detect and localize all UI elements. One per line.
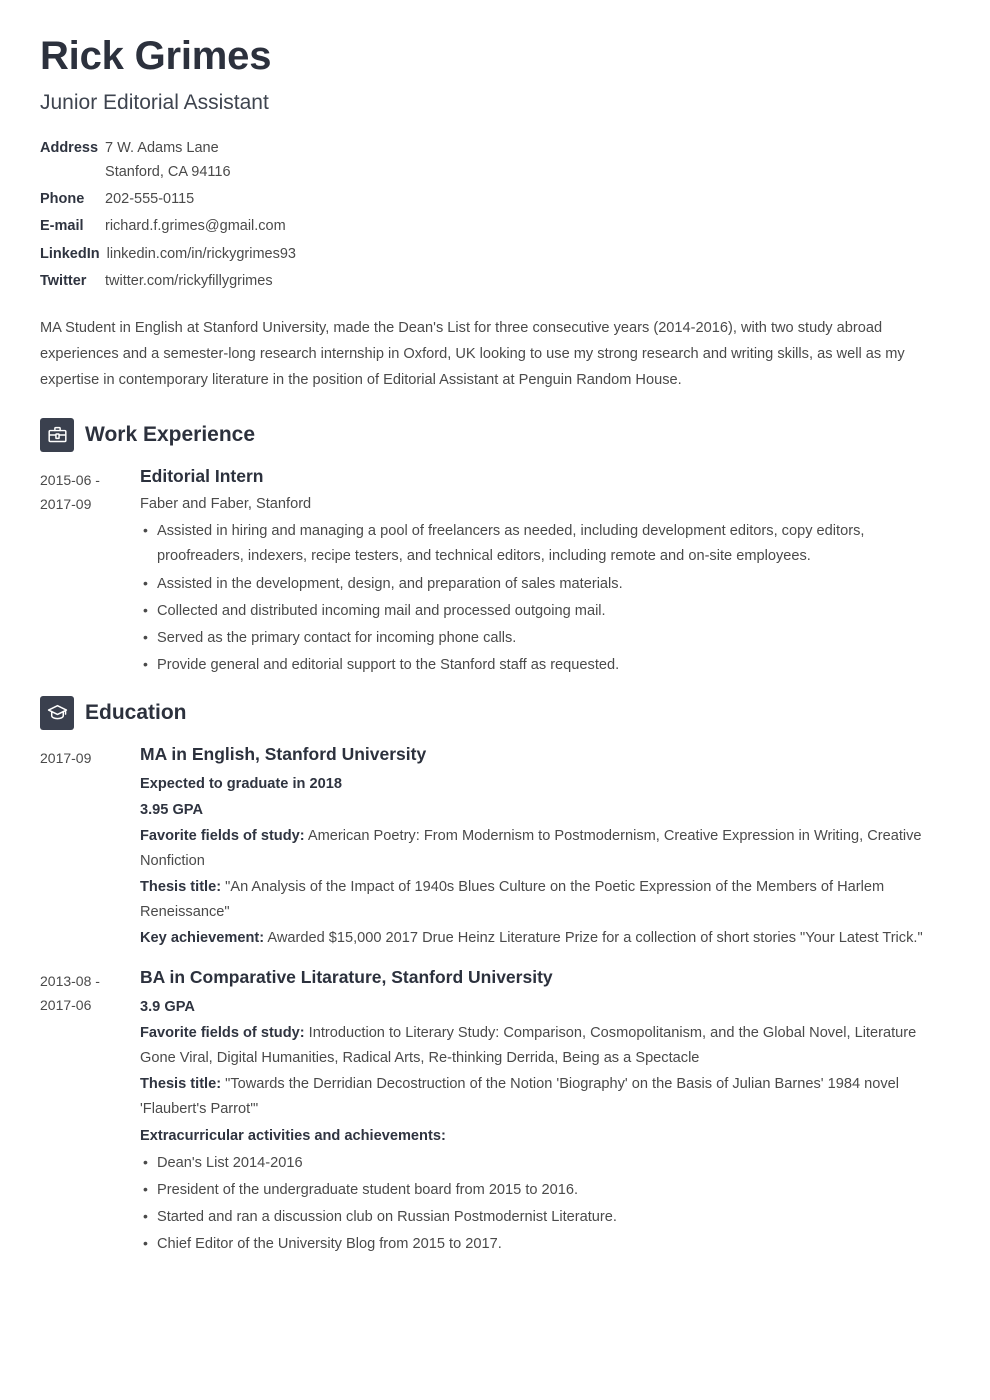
list-item: • Chief Editor of the University Blog from 2015 to 2017. (140, 1232, 950, 1257)
contact-value-linkedin[interactable]: linkedin.com/in/rickygrimes93 (106, 245, 296, 262)
education-entry-degree: BA in Comparative Litarature, Stanford University (140, 967, 553, 988)
briefcase-icon (40, 418, 74, 452)
education-entry-graduation: Expected to graduate in 2018 (140, 775, 342, 792)
list-item: • Started and ran a discussion club on Russian Postmodernist Literature. (140, 1205, 950, 1230)
education-entry (40, 743, 950, 952)
professional-summary: MA Student in English at Stanford University, made the Dean's List for three consecutive years (2014-2016), with two study abroad experiences and a semester-long research internship in Oxford, UK looking to use my strong research and writing skills, as well as my expertise in contemporary literature in the position of Editorial Assistant at Penguin Random House. (40, 319, 905, 388)
list-item: • Dean's List 2014-2016 (140, 1151, 950, 1176)
education-detail-fields (140, 824, 950, 874)
education-entry-date-from: 2013-08 - (40, 973, 100, 990)
education-detail-fields-label: Favorite fields of study: (140, 827, 305, 844)
contact-label-phone: Phone (40, 191, 85, 208)
list-item: • President of the undergraduate student board from 2015 to 2016. (140, 1178, 950, 1203)
education-entry-date-from: 2017-09 (40, 749, 92, 766)
list-item: • Served as the primary contact for incoming phone calls. (140, 626, 950, 651)
contact-block (40, 139, 950, 290)
graduation-cap-icon (40, 696, 74, 730)
education-detail-thesis-label: Thesis title: (140, 879, 222, 896)
education-detail-thesis-text: "Towards the Derridian Decostruction of the Notion 'Biography' on the Basis of Julian Barnes' 1984 novel 'Flaubert's Parrot'" (140, 1076, 900, 1118)
contact-row-address-line2 (40, 163, 950, 181)
contact-value-phone: 202-555-0115 (105, 191, 195, 208)
section-header-education (40, 696, 950, 730)
contact-row-twitter (40, 272, 950, 290)
section-header-work-experience (40, 418, 950, 452)
education-detail-thesis (140, 875, 950, 925)
education-detail-fields-label: Favorite fields of study: (140, 1025, 305, 1042)
education-entry-dates (40, 743, 140, 770)
education-entry-dates (40, 966, 140, 1017)
work-entry-body (140, 465, 950, 680)
education-detail-achievement-text: Awarded $15,000 2017 Drue Heinz Literature Prize for a collection of short stories "Your Latest Trick." (264, 930, 923, 947)
work-entry-dates (40, 465, 140, 516)
education-entry-body (140, 966, 950, 1259)
contact-value-address-line2: Stanford, CA 94116 (105, 164, 231, 181)
education-detail-fields-text: American Poetry: From Modernism to Postmodernism, Creative Expression in Writing, Creative Nonfiction (140, 827, 922, 869)
education-detail-extracurricular-label: Extracurricular activities and achievements: (140, 1127, 446, 1144)
contact-label-linkedin: LinkedIn (40, 245, 100, 262)
contact-row-email (40, 217, 950, 235)
education-entry-bullets (140, 1151, 950, 1257)
work-entry-organization: Faber and Faber, Stanford (140, 495, 312, 512)
list-item: • Provide general and editorial support to the Stanford staff as requested. (140, 653, 950, 678)
contact-label-email: E-mail (40, 218, 84, 235)
contact-value-email[interactable]: richard.f.grimes@gmail.com (105, 218, 286, 235)
work-entry-bullets (140, 519, 950, 678)
list-item: • Assisted in the development, design, and preparation of sales materials. (140, 572, 950, 597)
education-detail-fields (140, 1021, 950, 1071)
education-entry-body (140, 743, 950, 952)
contact-row-address (40, 139, 950, 157)
education-entry-gpa: 3.95 GPA (140, 801, 203, 818)
education-detail-extracurricular (140, 1124, 950, 1149)
work-entry-date-from: 2015-06 - (40, 471, 100, 488)
page-title: Rick Grimes (40, 34, 272, 78)
education-detail-thesis (140, 1072, 950, 1122)
work-entry-role: Editorial Intern (140, 465, 264, 486)
education-entry-degree: MA in English, Stanford University (140, 743, 427, 764)
education-detail-thesis-label: Thesis title: (140, 1076, 222, 1093)
education-entry-date-to: 2017-06 (40, 997, 92, 1014)
contact-label-address: Address (40, 140, 99, 157)
contact-label-twitter: Twitter (40, 272, 87, 289)
education-detail-achievement (140, 926, 950, 951)
contact-row-phone (40, 190, 950, 208)
education-detail-achievement-label: Key achievement: (140, 930, 265, 947)
list-item: • Collected and distributed incoming mail and processed outgoing mail. (140, 599, 950, 624)
contact-value-twitter[interactable]: twitter.com/rickyfillygrimes (105, 272, 273, 289)
job-title: Junior Editorial Assistant (40, 91, 269, 114)
contact-value-address: 7 W. Adams Lane (105, 140, 219, 157)
section-title-education: Education (85, 701, 187, 725)
work-entry-date-to: 2017-09 (40, 495, 92, 512)
list-item: • Assisted in hiring and managing a pool of freelancers as needed, including development editors, copy editors, proofreaders, indexers, recipe testers, and technical editors, including remote and on-site employees. (140, 519, 950, 569)
education-detail-fields-text: Introduction to Literary Study: Comparison, Cosmopolitanism, and the Global Novel, Literature Gone Viral, Digital Humanities, Radical Arts, Re-thinking Derrida, Being as a Spectacle (140, 1025, 917, 1067)
education-entry (40, 966, 950, 1259)
education-detail-thesis-text: "An Analysis of the Impact of 1940s Blues Culture on the Poetic Expression of the Members of Harlem Reneissance" (140, 879, 885, 921)
section-title-work-experience: Work Experience (85, 423, 256, 447)
work-entry (40, 465, 950, 680)
education-entry-gpa: 3.9 GPA (140, 999, 195, 1016)
contact-row-linkedin (40, 245, 950, 263)
